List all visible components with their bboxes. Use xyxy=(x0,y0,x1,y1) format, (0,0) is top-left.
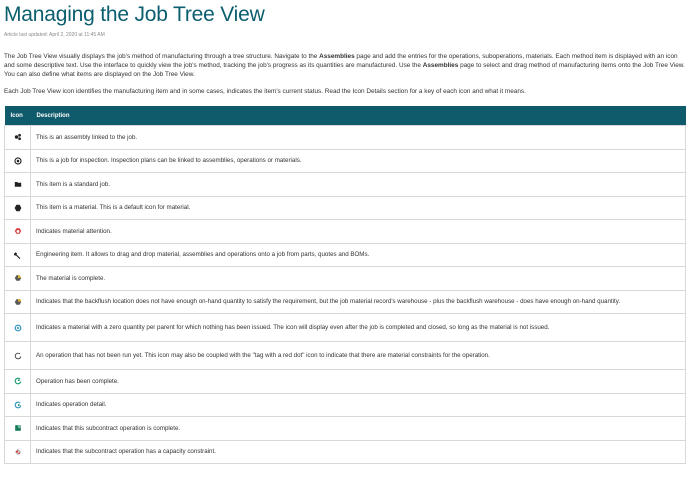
row-description: This is an assembly linked to the job. xyxy=(31,126,686,150)
icon-column-header: Icon xyxy=(5,106,31,126)
row-description: The material is complete. xyxy=(31,267,686,291)
row-description: Indicates a material with a zero quantity per parent for which nothing has been issued. The icon will display even after the job is completed and closed, so long as the material is not issued. xyxy=(31,314,686,342)
material-complete-icon xyxy=(14,274,22,282)
row-description: This item is a standard job. xyxy=(31,173,686,197)
table-row xyxy=(5,440,686,464)
subcontract-complete-icon xyxy=(14,424,22,432)
intro-text: page to select and drag method of manufacturing items onto the Job Tree View. You can also define what items are displayed on the Job Tree View. xyxy=(4,62,685,78)
intro-text: The Job Tree View visually displays the job's method of manufacturing through a tree structure. Navigate to the xyxy=(4,53,320,60)
table-row xyxy=(5,126,686,150)
table-row xyxy=(5,173,686,197)
page-title: Managing the Job Tree View xyxy=(4,3,265,26)
last-updated: Article last updated: April 2, 2020 at 11:45 AM xyxy=(4,32,105,38)
zero-quantity-icon xyxy=(14,324,22,332)
operation-complete-icon xyxy=(14,377,22,385)
table-row xyxy=(5,417,686,441)
inspection-icon xyxy=(14,157,22,165)
row-description: An operation that has not been run yet. This icon may also be coupled with the "tag with a red dot" icon to indicate that there are material constraints for the operation. xyxy=(31,342,686,370)
row-description: Engineering item. It allows to drag and drop material, assemblies and operations onto a job from parts, quotes and BOMs. xyxy=(31,243,686,267)
intro-text: page and add the entries for the operations, suboperations, materials. Each method item is displayed with an icon and some descriptive text. Use the interface to quickly view the job's method, tracking the job's progress as its quantities are manufactured. Use the xyxy=(4,53,678,69)
operation-not-run-icon xyxy=(14,352,22,360)
icon-intro-paragraph: Each Job Tree View icon identifies the manufacturing item and in some cases, indicates the item's current status. Read the Icon Details section for a key of each icon and what it means. xyxy=(4,88,526,95)
table-row xyxy=(5,220,686,244)
assembly-icon xyxy=(14,133,22,141)
table-row xyxy=(5,267,686,291)
row-description: Indicates material attention. xyxy=(31,220,686,244)
row-description: Indicates operation detail. xyxy=(31,393,686,417)
material-hexagon-icon xyxy=(14,204,22,212)
description-column-header: Description xyxy=(31,106,686,126)
operation-detail-icon xyxy=(14,401,22,409)
backflush-warning-icon xyxy=(14,298,22,306)
icon-table xyxy=(4,106,686,464)
table-row xyxy=(5,342,686,370)
table-row xyxy=(5,290,686,314)
assemblies-term: Assemblies xyxy=(422,62,459,69)
folder-icon xyxy=(14,180,22,188)
row-description: Indicates that the subcontract operation has a capacity constraint. xyxy=(31,440,686,464)
row-description: This item is a material. This is a default icon for material. xyxy=(31,196,686,220)
material-attention-icon xyxy=(14,227,22,235)
assemblies-term: Assemblies xyxy=(319,53,355,60)
row-description: This is a job for inspection. Inspection plans can be linked to assemblies, operations or materials. xyxy=(31,149,686,173)
table-row xyxy=(5,393,686,417)
table-row xyxy=(5,314,686,342)
table-row xyxy=(5,196,686,220)
table-row xyxy=(5,243,686,267)
row-description: Indicates that this subcontract operation is complete. xyxy=(31,417,686,441)
row-description: Indicates that the backflush location does not have enough on-hand quantity to satisfy the requirement, but the job material record's warehouse - plus the backflush warehouse - does have enough on-hand quantity. xyxy=(31,290,686,314)
table-row xyxy=(5,370,686,394)
wrench-icon xyxy=(14,251,22,259)
subcontract-constraint-icon xyxy=(14,448,22,456)
table-row xyxy=(5,149,686,173)
row-description: Operation has been complete. xyxy=(31,370,686,394)
intro-paragraph xyxy=(4,52,686,79)
